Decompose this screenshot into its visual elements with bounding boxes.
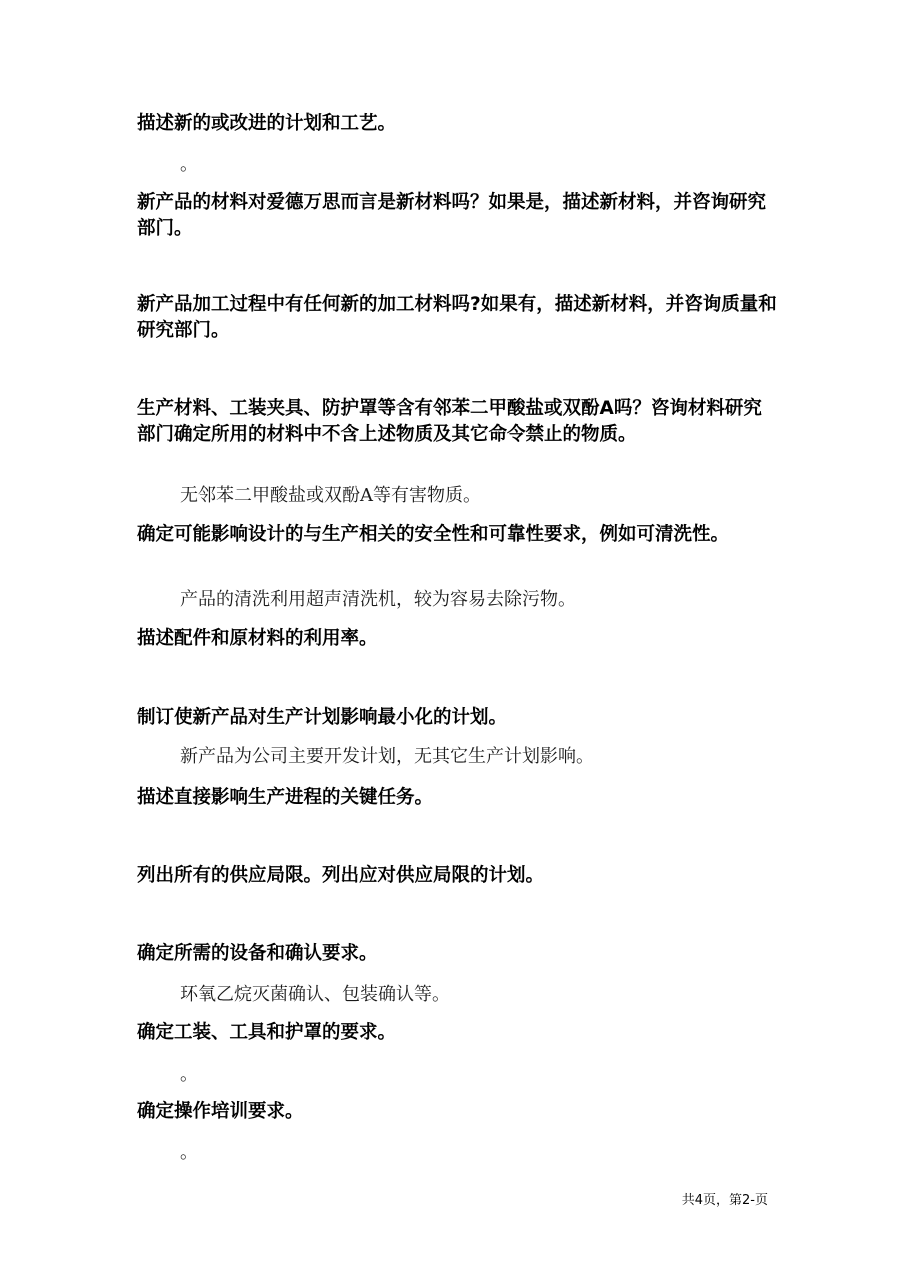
- answer-equipment-validation: 环氧乙烷灭菌确认、包装确认等。: [180, 984, 450, 1005]
- question-supply-limits: 列出所有的供应局限。列出应对供应局限的计划。: [137, 865, 545, 886]
- answer-minimize-impact: 新产品为公司主要开发计划，无其它生产计划影响。: [180, 746, 594, 767]
- answer-training-requirements: 。: [180, 1142, 198, 1163]
- answer-phthalate-bpa: 无邻苯二甲酸盐或双酚A等有害物质。: [180, 485, 481, 506]
- question-phthalate-bpa: 生产材料、工装夹具、防护罩等含有邻苯二甲酸盐或双酚A吗？咨询材料研究部门确定所用的材料中不含上述物质及其它命令禁止的物质。: [137, 398, 762, 445]
- question-new-materials: 新产品的材料对爱德万思而言是新材料吗？如果是，描述新材料，并咨询研究部门。: [137, 192, 767, 239]
- page-footer: 共4页，第2-页: [681, 1193, 768, 1208]
- question-equipment-validation: 确定所需的设备和确认要求。: [137, 943, 378, 964]
- question-utilization-rate: 描述配件和原材料的利用率。: [137, 628, 378, 649]
- question-plan-process: 描述新的或改进的计划和工艺。: [137, 113, 397, 134]
- answer-plan-process: 。: [180, 154, 198, 175]
- question-training-requirements: 确定操作培训要求。: [137, 1101, 304, 1122]
- question-safety-reliability: 确定可能影响设计的与生产相关的安全性和可靠性要求，例如可清洗性。: [137, 524, 730, 545]
- question-tooling-requirements: 确定工装、工具和护罩的要求。: [137, 1022, 397, 1043]
- question-key-tasks: 描述直接影响生产进程的关键任务。: [137, 787, 434, 808]
- answer-safety-reliability: 产品的清洗利用超声清洗机，较为容易去除污物。: [180, 589, 576, 610]
- question-minimize-impact: 制订使新产品对生产计划影响最小化的计划。: [137, 707, 508, 728]
- answer-tooling-requirements: 。: [180, 1064, 198, 1085]
- question-new-processing-materials: 新产品加工过程中有任何新的加工材料吗?如果有，描述新材料，并咨询质量和研究部门。: [137, 294, 777, 341]
